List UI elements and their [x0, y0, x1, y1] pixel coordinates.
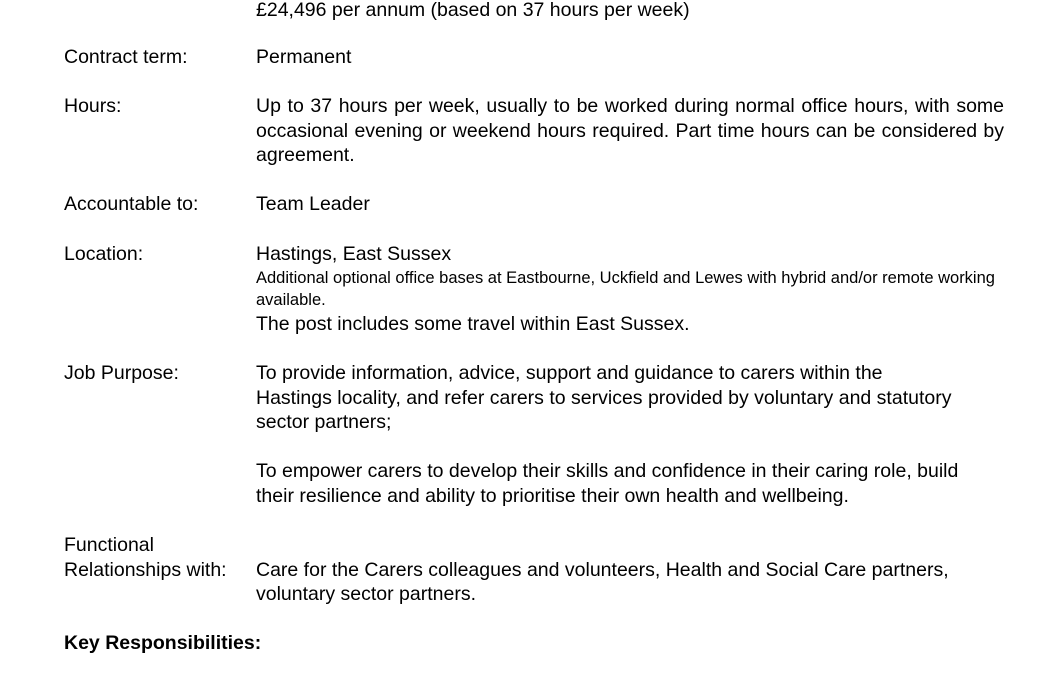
location-note: Additional optional office bases at Eastbourne, Uckfield and Lewes with hybrid and/or remote working available. — [256, 268, 995, 309]
job-purpose-paragraph-2: To empower carers to develop their skills and confidence in their caring role, build their resilience and ability to prioritise their own health and wellbeing. — [256, 460, 959, 507]
hours-label: Hours: — [64, 95, 122, 117]
key-responsibilities-heading: Key Responsibilities: — [64, 632, 262, 654]
hours-text: Up to 37 hours per week, usually to be worked during normal office hours, with some occasional evening or weekend hours required. Part time hours can be considered by agreement. — [256, 95, 1004, 166]
functional-label-line-2: Relationships with: — [64, 558, 227, 581]
contract-term-label: Contract term: — [64, 46, 188, 68]
accountable-to-label: Accountable to: — [64, 193, 199, 215]
salary-value: £24,496 per annum (based on 37 hours per week) — [256, 0, 690, 21]
accountable-to-value: Team Leader — [256, 193, 370, 215]
location-label: Location: — [64, 243, 144, 265]
functional-relationships-label — [64, 533, 256, 582]
contract-term-value: Permanent — [256, 46, 352, 68]
functional-label-line-1: Functional — [64, 534, 154, 556]
functional-relationships-text: Care for the Carers colleagues and volunteers, Health and Social Care partners, voluntary sector partners. — [256, 558, 949, 605]
location-main: Hastings, East Sussex — [256, 243, 452, 265]
job-purpose-label: Job Purpose: — [64, 362, 179, 384]
hours-value — [256, 94, 1004, 168]
location-value — [256, 242, 1004, 336]
job-purpose-value — [256, 361, 1004, 508]
location-travel: The post includes some travel within East Sussex. — [256, 312, 690, 335]
functional-relationships-value — [256, 558, 1004, 607]
job-purpose-paragraph-1: To provide information, advice, support and guidance to carers within the Hastings locality, and refer carers to services provided by voluntary and statutory sector partners; — [256, 362, 952, 433]
